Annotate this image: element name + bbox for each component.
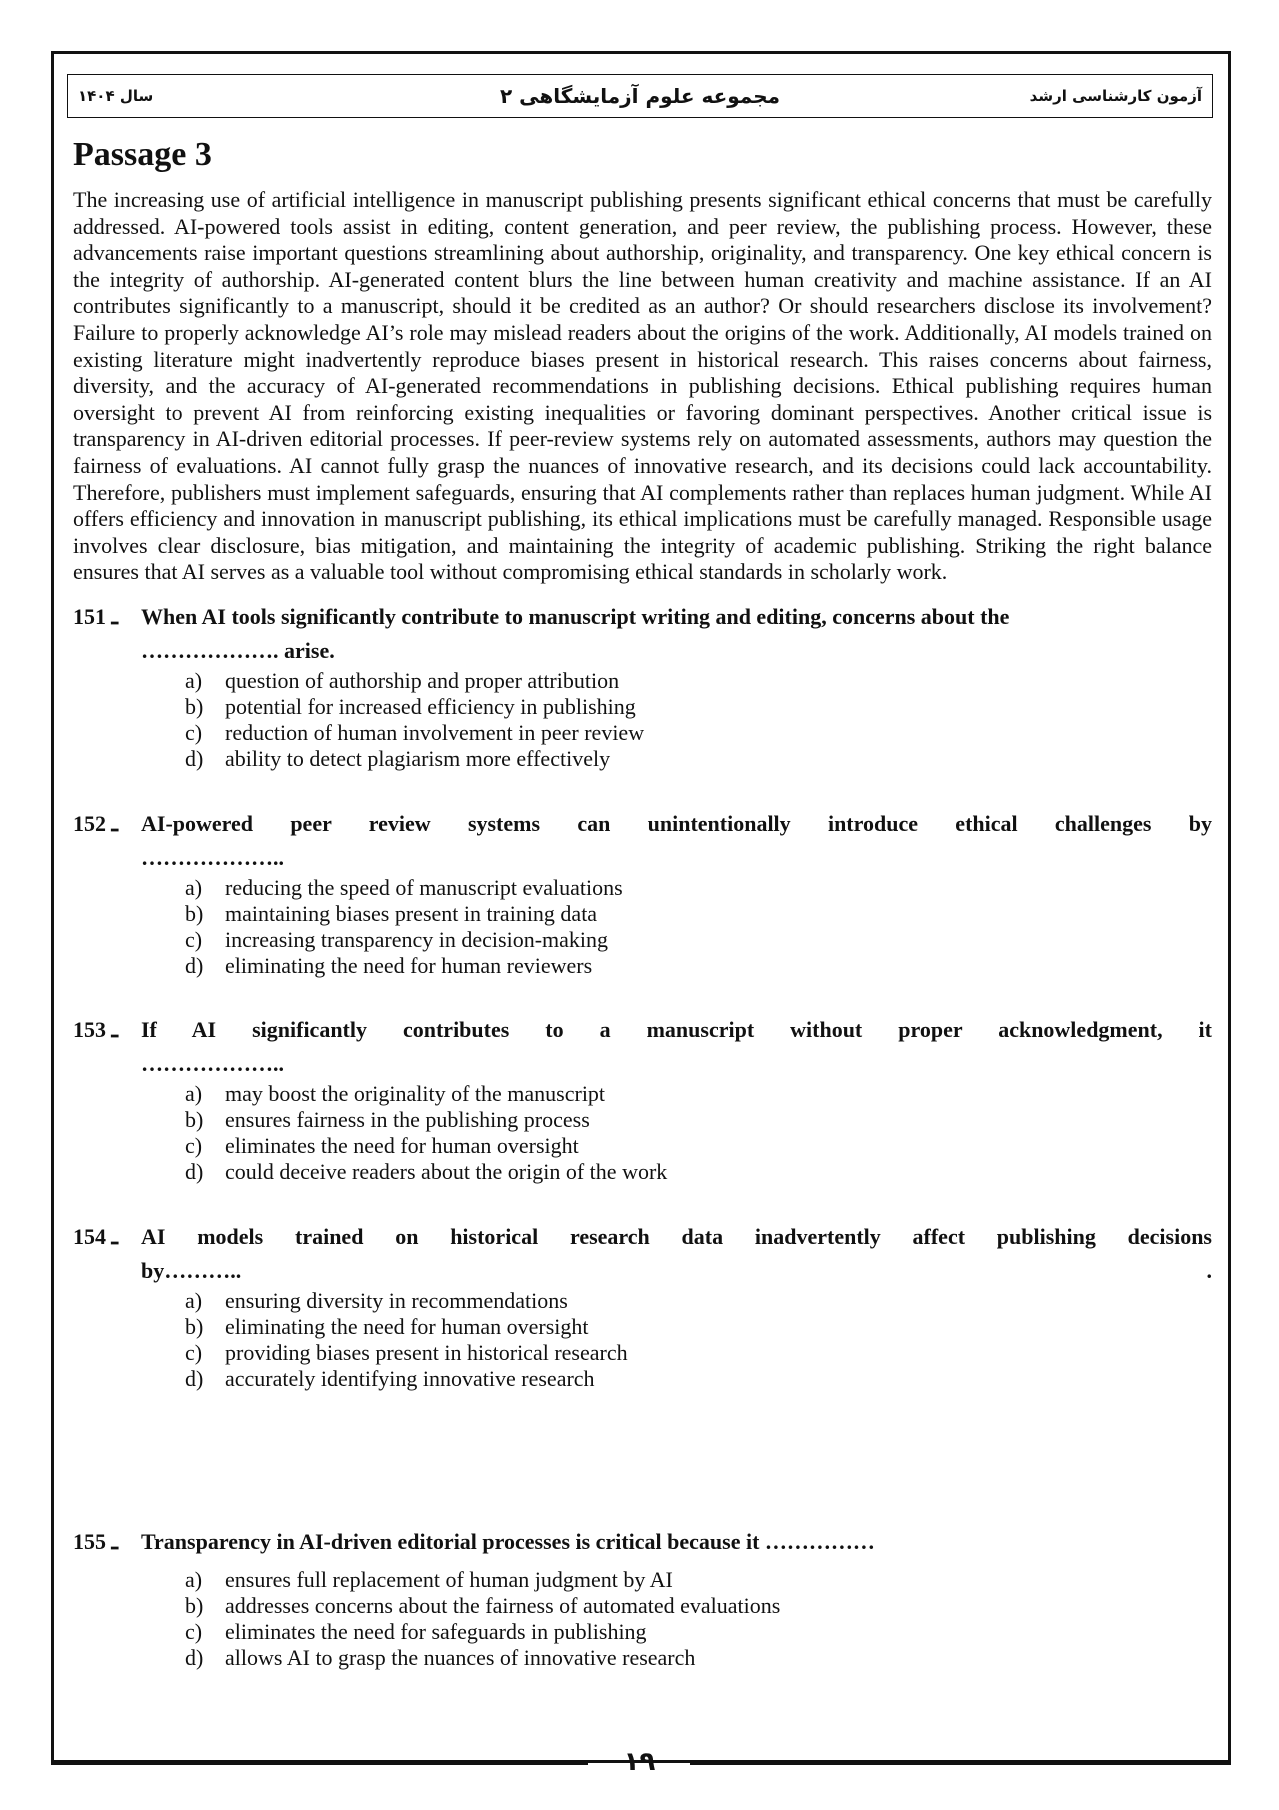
option-text: addresses concerns about the fairness of automated evaluations <box>225 1593 781 1618</box>
option-letter: c) <box>185 1619 203 1644</box>
option-a[interactable] <box>73 875 1212 901</box>
option-text: increasing transparency in decision-making <box>225 927 609 952</box>
question-text: Transparency in AI-driven editorial processes is critical because it …………… <box>141 1529 875 1554</box>
options-list <box>73 1081 1212 1185</box>
question-152 <box>73 807 1212 979</box>
option-letter: b) <box>185 1593 204 1618</box>
option-text: eliminates the need for human oversight <box>225 1133 579 1158</box>
option-letter: b) <box>185 694 204 719</box>
option-text: accurately identifying innovative research <box>225 1366 595 1391</box>
option-b[interactable] <box>73 1593 1212 1619</box>
option-text: eliminating the need for human reviewers <box>225 953 593 978</box>
option-b[interactable] <box>73 1314 1212 1340</box>
question-number: 155 ـ <box>73 1529 118 1554</box>
option-c[interactable] <box>73 720 1212 746</box>
page-number: ۱۹ <box>623 1747 656 1777</box>
question-text: When AI tools significantly contribute to manuscript writing and editing, concerns about the <box>141 604 1010 629</box>
option-text: allows AI to grasp the nuances of innovative research <box>225 1645 696 1670</box>
options-list <box>73 875 1212 979</box>
option-c[interactable] <box>73 927 1212 953</box>
question-stem <box>73 1013 1212 1081</box>
option-text: providing biases present in historical research <box>225 1340 628 1365</box>
question-blank: ……………….. <box>141 1051 284 1076</box>
option-text: eliminating the need for human oversight <box>225 1314 589 1339</box>
question-text: AI models trained on historical research data inadvertently affect publishing decisions <box>141 1224 1212 1249</box>
option-text: ensuring diversity in recommendations <box>225 1288 568 1313</box>
option-a[interactable] <box>73 1288 1212 1314</box>
option-letter: b) <box>185 901 204 926</box>
option-d[interactable] <box>73 1645 1212 1671</box>
option-text: eliminates the need for safeguards in publishing <box>225 1619 647 1644</box>
option-letter: c) <box>185 1340 203 1365</box>
question-number: 154 ـ <box>73 1224 118 1249</box>
option-text: ensures fairness in the publishing process <box>225 1107 590 1132</box>
option-text: potential for increased efficiency in publishing <box>225 694 636 719</box>
option-letter: a) <box>185 1081 203 1106</box>
option-a[interactable] <box>73 1081 1212 1107</box>
option-b[interactable] <box>73 901 1212 927</box>
option-c[interactable] <box>73 1619 1212 1645</box>
question-153 <box>73 1013 1212 1185</box>
option-letter: b) <box>185 1314 204 1339</box>
question-text: AI-powered peer review systems can unintentionally introduce ethical challenges by <box>141 811 1212 836</box>
option-d[interactable] <box>73 953 1212 979</box>
option-letter: a) <box>185 1567 203 1592</box>
question-text: If AI significantly contributes to a manuscript without proper acknowledgment, it <box>141 1017 1212 1042</box>
option-text: maintaining biases present in training data <box>225 901 598 926</box>
option-letter: d) <box>185 746 204 771</box>
option-letter: a) <box>185 668 203 693</box>
option-text: could deceive readers about the origin of the work <box>225 1159 668 1184</box>
question-number: 151 ـ <box>73 604 118 629</box>
option-letter: d) <box>185 1366 204 1391</box>
options-list <box>73 668 1212 772</box>
question-blank: ………………. arise. <box>141 638 335 663</box>
option-c[interactable] <box>73 1340 1212 1366</box>
option-letter: a) <box>185 875 203 900</box>
option-d[interactable] <box>73 1159 1212 1185</box>
option-letter: c) <box>185 720 203 745</box>
option-b[interactable] <box>73 1107 1212 1133</box>
option-a[interactable] <box>73 1567 1212 1593</box>
option-letter: a) <box>185 1288 203 1313</box>
option-letter: b) <box>185 1107 204 1132</box>
question-stem <box>73 600 1212 668</box>
question-stem <box>73 1525 1212 1559</box>
header-title: مجموعه علوم آزمایشگاهی ۲ <box>499 84 781 108</box>
header-year: سال ۱۴۰۴ <box>78 87 154 105</box>
question-number: 153 ـ <box>73 1017 118 1042</box>
header-exam-name: آزمون کارشناسی ارشد <box>1029 87 1202 105</box>
option-b[interactable] <box>73 694 1212 720</box>
question-151 <box>73 600 1212 772</box>
passage-title: Passage 3 <box>73 136 212 173</box>
question-154 <box>73 1220 1212 1392</box>
option-text: reduction of human involvement in peer review <box>225 720 645 745</box>
question-155 <box>73 1525 1212 1671</box>
options-list <box>73 1567 1212 1671</box>
question-stem <box>73 1220 1212 1288</box>
option-letter: d) <box>185 1645 204 1670</box>
option-a[interactable] <box>73 668 1212 694</box>
option-letter: c) <box>185 1133 203 1158</box>
option-letter: d) <box>185 1159 204 1184</box>
option-text: question of authorship and proper attribution <box>225 668 620 693</box>
question-blank: ……………….. <box>141 845 284 870</box>
question-blank: by……….. . <box>141 1258 1212 1283</box>
option-letter: c) <box>185 927 203 952</box>
option-text: ensures full replacement of human judgment by AI <box>225 1567 673 1592</box>
options-list <box>73 1288 1212 1392</box>
question-number: 152 ـ <box>73 811 118 836</box>
option-letter: d) <box>185 953 204 978</box>
option-d[interactable] <box>73 746 1212 772</box>
option-text: reducing the speed of manuscript evaluations <box>225 875 623 900</box>
question-stem <box>73 807 1212 875</box>
option-d[interactable] <box>73 1366 1212 1392</box>
option-text: may boost the originality of the manuscript <box>225 1081 606 1106</box>
passage-text: The increasing use of artificial intelligence in manuscript publishing presents significant ethical concerns that must be carefully addressed. AI-powered tools assist in editing, content generation, and peer review, the publishing process. However, these advancements raise important questions streamlining about authorship, originality, and transparency. One key ethical concern is the integrity of authorship. AI-generated content blurs the line between human creativity and machine assistance. If an AI contributes significantly to a manuscript, should it be credited as an author? Or should researchers disclose its involvement? Failure to properly acknowledge AI’s role may mislead readers about the origins of the work. Additionally, AI models trained on existing literature might inadvertently reproduce biases present in historical research. This raises concerns about fairness, diversity, and the accuracy of AI-generated recommendations in publishing decisions. Ethical publishing requires human oversight to prevent AI from reinforcing existing inequalities or favoring dominant perspectives. Another critical issue is transparency in AI-driven editorial processes. If peer-review systems rely on automated assessments, authors may question the fairness of evaluations. AI cannot fully grasp the nuances of innovative research, and its decisions could lack accountability. Therefore, publishers must implement safeguards, ensuring that AI complements rather than replaces human judgment. While AI offers efficiency and innovation in manuscript publishing, its ethical implications must be carefully managed. Responsible usage involves clear disclosure, bias mitigation, and maintaining the integrity of academic publishing. Striking the right balance ensures that AI serves as a valuable tool without compromising ethical standards in scholarly work. <box>73 187 1212 585</box>
page-header <box>67 74 1213 118</box>
option-c[interactable] <box>73 1133 1212 1159</box>
option-text: ability to detect plagiarism more effectively <box>225 746 611 771</box>
